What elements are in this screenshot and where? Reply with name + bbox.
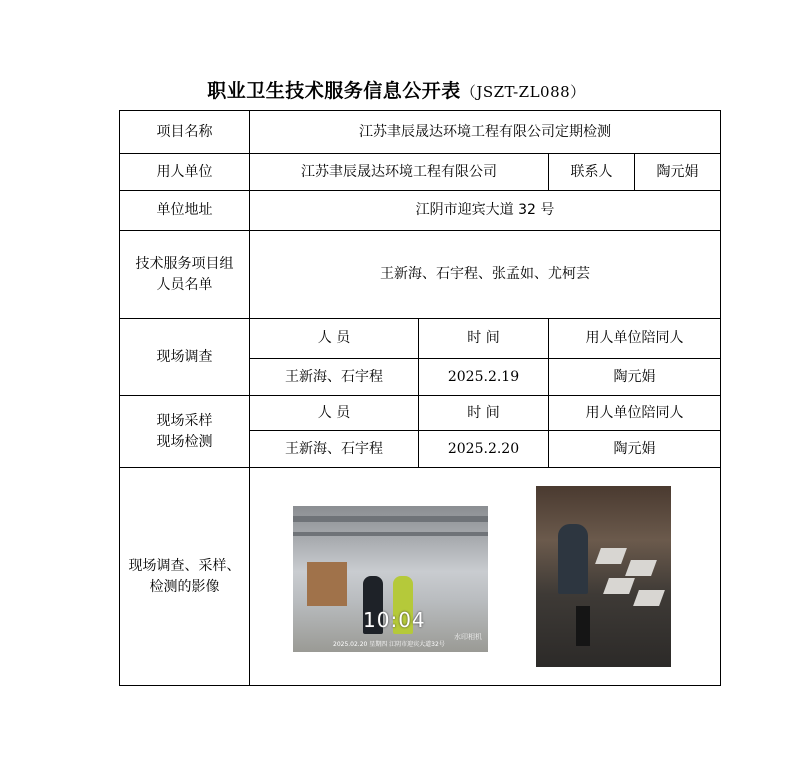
survey-header-time: 时 间 — [419, 319, 549, 359]
row-sampling-header — [120, 396, 721, 431]
sampling-label — [120, 396, 250, 468]
sampling-header-persons: 人 员 — [250, 396, 419, 431]
project-name-label: 项目名称 — [120, 111, 250, 154]
photo-stamp: 2025.02.20 星期四 江阴市迎宾大道32号 — [333, 641, 445, 648]
images-label — [120, 468, 250, 686]
team-label-line2: 人员名单 — [156, 276, 213, 293]
worker-figure — [558, 524, 588, 594]
mold-piece — [603, 578, 635, 594]
images-label-line1: 现场调查、采样、 — [128, 557, 241, 574]
title-code: （JSZT-ZL088） — [460, 83, 586, 101]
sampling-header-time: 时 间 — [419, 396, 549, 431]
images-label-line2: 检测的影像 — [149, 578, 220, 595]
photo-timestamp: 10:04 — [363, 608, 426, 632]
info-table — [119, 110, 721, 686]
team-value: 王新海、石宇程、张孟如、尤柯芸 — [250, 231, 721, 319]
pallet-stack — [307, 562, 347, 606]
sampling-device — [576, 606, 590, 646]
images-cell — [250, 468, 721, 686]
row-images — [120, 468, 721, 686]
sampling-header-escort: 用人单位陪同人 — [549, 396, 721, 431]
row-survey-header — [120, 319, 721, 359]
title-main: 职业卫生技术服务信息公开表 — [207, 80, 461, 102]
contact-value: 陶元娟 — [635, 154, 721, 191]
sampling-persons: 王新海、石宇程 — [250, 431, 419, 468]
survey-label: 现场调查 — [120, 319, 250, 396]
row-employer — [120, 154, 721, 191]
sampling-label-line2: 现场检测 — [156, 433, 213, 450]
address-value: 江阴市迎宾大道 32 号 — [250, 191, 721, 231]
sampling-date: 2025.2.20 — [419, 431, 549, 468]
sampling-label-line1: 现场采样 — [156, 412, 213, 429]
employer-label: 用人单位 — [120, 154, 250, 191]
row-address — [120, 191, 721, 231]
site-sampling-photo — [536, 486, 671, 667]
project-name-value: 江苏聿辰晟达环境工程有限公司定期检测 — [250, 111, 721, 154]
site-survey-photo — [293, 506, 488, 652]
survey-persons: 王新海、石宇程 — [250, 359, 419, 396]
contact-label: 联系人 — [549, 154, 635, 191]
employer-value: 江苏聿辰晟达环境工程有限公司 — [250, 154, 549, 191]
survey-date: 2025.2.19 — [419, 359, 549, 396]
mold-piece — [625, 560, 657, 576]
address-label: 单位地址 — [120, 191, 250, 231]
mold-piece — [633, 590, 665, 606]
survey-header-persons: 人 员 — [250, 319, 419, 359]
page-title — [0, 76, 793, 103]
survey-escort: 陶元娟 — [549, 359, 721, 396]
photo-watermark: 水印相机 — [454, 633, 482, 641]
sampling-escort: 陶元娟 — [549, 431, 721, 468]
survey-header-escort: 用人单位陪同人 — [549, 319, 721, 359]
row-team — [120, 231, 721, 319]
team-label — [120, 231, 250, 319]
team-label-line1: 技术服务项目组 — [135, 255, 234, 272]
row-project-name — [120, 111, 721, 154]
mold-piece — [595, 548, 627, 564]
